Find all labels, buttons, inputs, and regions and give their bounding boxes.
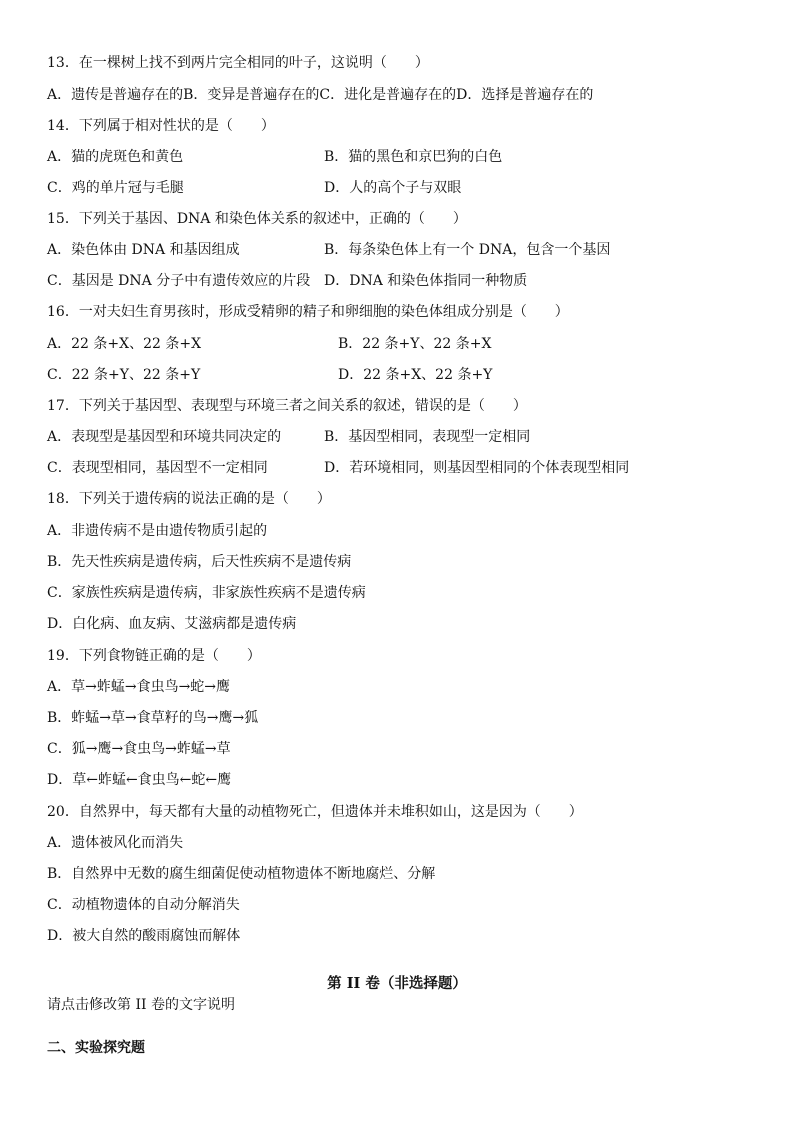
question-18-option-b: B．先天性疾病是遗传病，后天性疾病不是遗传病 xyxy=(47,554,352,570)
question-15-option-d: D．DNA 和染色体指同一种物质 xyxy=(324,273,528,289)
question-17-stem: 17．下列关于基因型、表现型与环境三者之间关系的叙述，错误的是（ ） xyxy=(47,398,527,414)
question-15-option-a: A．染色体由 DNA 和基因组成 xyxy=(47,242,240,258)
question-14-option-d: D．人的高个子与双眼 xyxy=(324,180,462,196)
question-19-option-c: C．狐→鹰→食虫鸟→蚱蜢→草 xyxy=(47,741,231,757)
question-14-stem: 14．下列属于相对性状的是（ ） xyxy=(47,118,275,134)
question-15-stem: 15．下列关于基因、DNA 和染色体关系的叙述中，正确的（ ） xyxy=(47,211,467,227)
section-2-title: 第 II 卷（非选择题） xyxy=(327,975,467,992)
question-17-option-d: D．若环境相同，则基因型相同的个体表现型相同 xyxy=(324,460,630,476)
question-17-option-b: B．基因型相同，表现型一定相同 xyxy=(324,429,531,445)
question-19-option-b: B．蚱蜢→草→食草籽的鸟→鹰→狐 xyxy=(47,710,259,726)
question-14-option-a: A．猫的虎斑色和黄色 xyxy=(47,149,184,165)
question-16-option-d: D．22 条+X、22 条+Y xyxy=(338,367,493,383)
question-15-option-b: B．每条染色体上有一个 DNA，包含一个基因 xyxy=(324,242,611,258)
question-17-option-c: C．表现型相同，基因型不一定相同 xyxy=(47,460,268,476)
question-14-option-b: B．猫的黑色和京巴狗的白色 xyxy=(324,149,503,165)
question-20-stem: 20．自然界中，每天都有大量的动植物死亡，但遗体并未堆积如山，这是因为（ ） xyxy=(47,804,583,820)
question-18-option-a: A．非遗传病不是由遗传物质引起的 xyxy=(47,523,268,539)
question-16-option-a: A．22 条+X、22 条+X xyxy=(47,336,202,352)
question-14-option-c: C．鸡的单片冠与毛腿 xyxy=(47,180,184,196)
question-17-option-a: A．表现型是基因型和环境共同决定的 xyxy=(47,429,282,445)
section-2-heading: 二、实验探究题 xyxy=(47,1040,145,1056)
question-16-option-b: B．22 条+Y、22 条+X xyxy=(338,336,492,352)
question-13-options: A．遗传是普遍存在的B．变异是普遍存在的C．进化是普遍存在的D．选择是普遍存在的 xyxy=(47,87,594,103)
question-18-option-d: D．白化病、血友病、艾滋病都是遗传病 xyxy=(47,616,297,632)
question-20-option-c: C．动植物遗体的自动分解消失 xyxy=(47,897,240,913)
question-18-stem: 18．下列关于遗传病的说法正确的是（ ） xyxy=(47,491,331,507)
question-20-option-d: D．被大自然的酸雨腐蚀而解体 xyxy=(47,928,241,944)
question-20-option-a: A．遗体被风化而消失 xyxy=(47,835,184,851)
question-19-option-a: A．草→蚱蜢→食虫鸟→蛇→鹰 xyxy=(47,679,231,695)
question-15-option-c: C．基因是 DNA 分子中有遗传效应的片段 xyxy=(47,273,311,289)
section-2-note[interactable]: 请点击修改第 II 卷的文字说明 xyxy=(47,997,235,1013)
question-18-option-c: C．家族性疾病是遗传病，非家族性疾病不是遗传病 xyxy=(47,585,366,601)
question-19-stem: 19．下列食物链正确的是（ ） xyxy=(47,648,261,664)
question-20-option-b: B．自然界中无数的腐生细菌促使动植物遗体不断地腐烂、分解 xyxy=(47,866,436,882)
question-13-stem: 13．在一棵树上找不到两片完全相同的叶子，这说明（ ） xyxy=(47,55,429,71)
question-19-option-d: D．草←蚱蜢←食虫鸟←蛇←鹰 xyxy=(47,772,232,788)
question-16-stem: 16．一对夫妇生育男孩时，形成受精卵的精子和卵细胞的染色体组成分别是（ ） xyxy=(47,304,569,320)
question-16-option-c: C．22 条+Y、22 条+Y xyxy=(47,367,201,383)
